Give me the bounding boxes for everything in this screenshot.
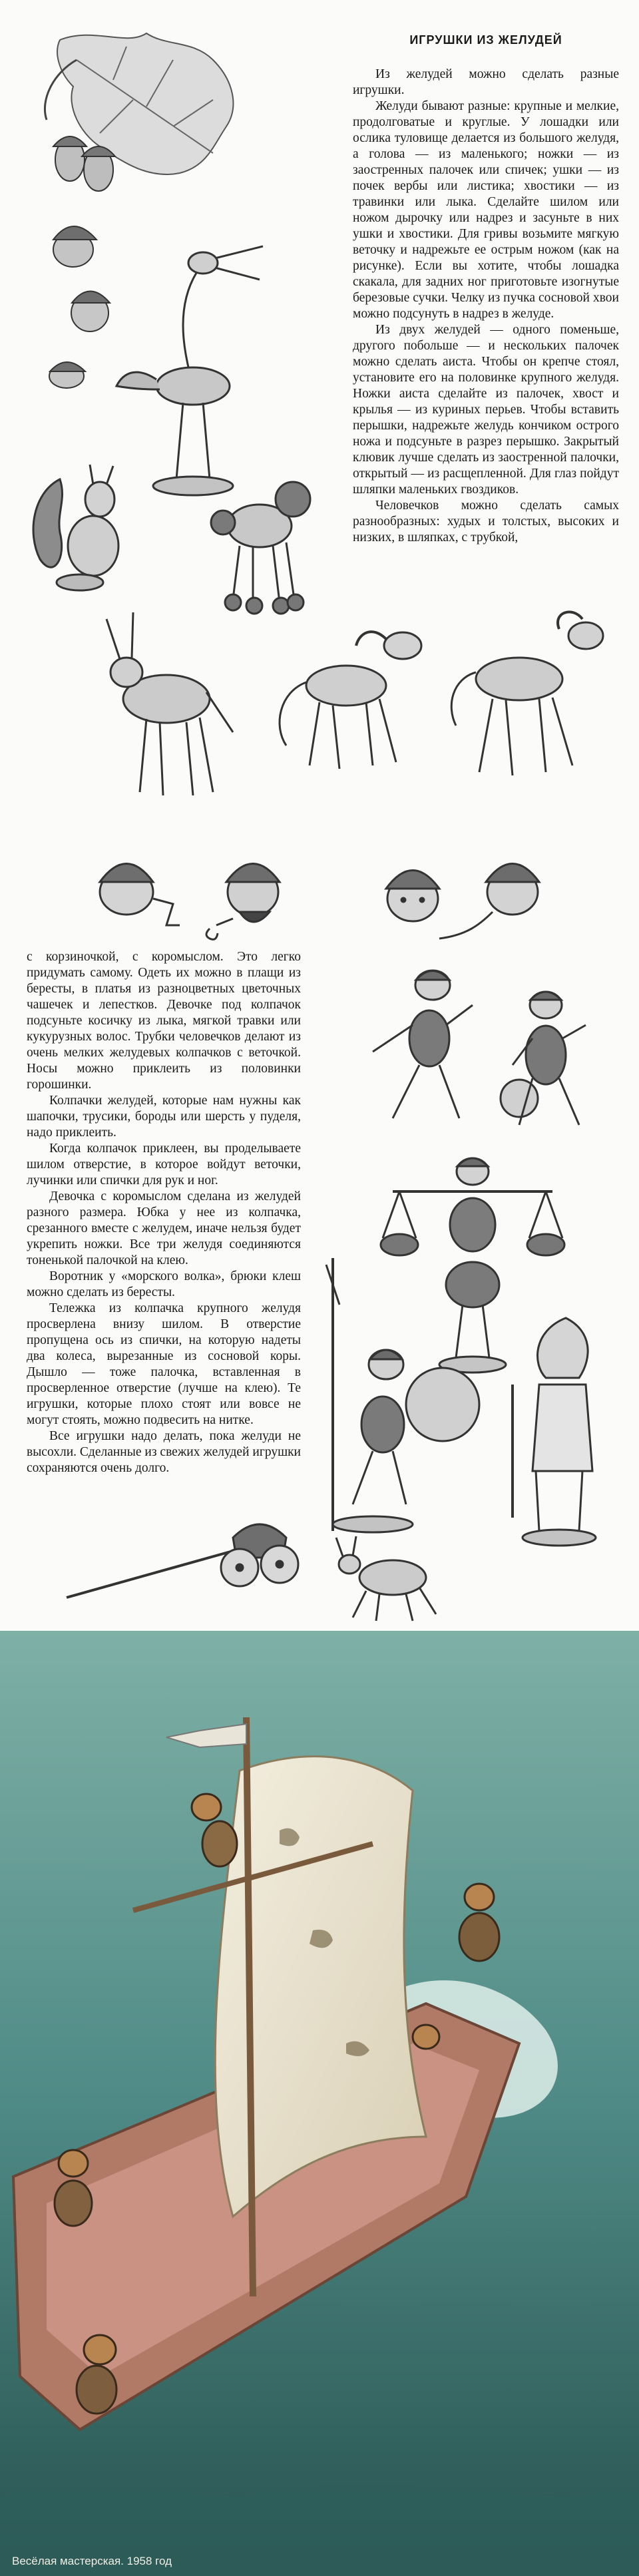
donkey-horses-illustration (93, 599, 626, 825)
paragraph: с корзиночкой, с коромыслом. Это легко придумать самому. Одеть их можно в плащи из бересты, в платья из разноцветных цветочных чашечек и лепестков. Девочке под колпачок подсуньте косичку из лыка, мягкой травки или кукурузных волос. Трубки человечков делают из очень мелких желудевых колпачков с веточкой. Носы можно приклеить из половинки горошинки. (27, 950, 301, 1092)
paragraph: Когда колпачок приклеен, вы проделываете шилом отверстие, в которое войдут веточки, лучинки или спички для рук и ног. (27, 1142, 301, 1187)
paragraph: Воротник у «морского волка», брюки клеш можно сделать из бересты. (27, 1269, 301, 1299)
paragraph: Желуди бывают разные: крупные и мелкие, продолговатые и круглые. У лошадки или ослика туловище делается из большого желудя, а голова — из маленького; ножки — из заостренных палочек или спичек; ушки — из почек вербы или листика; хвостики — из травинки или лыка. Сделайте шилом или ножом дырочку или надрез и засуньте в них ушки и хвостики. Для гривы возьмите мягкую веточку и надрежьте ее острым ножом (как на рисунке). Если вы хотите, чтобы лошадка скакала, для задних ног приготовьте изогнутые березовые сучки. Челку из пучка сосновой хвои можно подсунуть в надрез в желуде. (353, 99, 619, 321)
acorn-cart-illustration (60, 1511, 313, 1617)
paragraph: Колпачки желудей, которые нам нужны как шапочки, трусики, бороды или шерсть у пуделя, надо приклеить. (27, 1094, 301, 1140)
paragraph: Тележка из колпачка крупного желудя просверлена внизу шилом. В отверстие пропущена ось из спички, на которую надеты два колеса, вырезанные из сосновой коры. Дышло — тоже палочка, вставленная в просверленное отверстие (лучше на клею). Те игрушки, которые плохо стоят или вовсе не могут стоять, можно подвесить на нитке. (27, 1301, 301, 1427)
paragraph: Человечков можно сделать самых разнообразных: худых и толстых, высоких и низких, в шляпках, с трубкой, (353, 499, 619, 544)
acorn-heads-illustration (67, 825, 586, 952)
image-caption: Весёлая мастерская. 1958 год (12, 2555, 172, 2567)
paragraph: Все игрушки надо делать, пока желуди не высохли. Сделанные из свежих желудей игрушки сохраняются очень долго. (27, 1429, 301, 1475)
left-text-column (27, 949, 301, 1476)
paragraph: Из двух желудей — одного поменьше, другого побольше — и нескольких палочек можно сделать аиста. Чтобы он крепче стоял, установите его на половинке крупного желудя. Ножки аиста сделайте из палочек, хвост и крылья — из куриных перьев. Чтобы вставить перышки, надрежьте желудь кончиком острого ножа и подсуньте в разрез перышко. Закрытый клювик лучше сделать из заостренной палочки, открытый — из расщепленной. Для глаз пойдут шляпки маленьких гвоздиков. (353, 323, 619, 497)
paragraph: Из желудей можно сделать разные игрушки. (353, 67, 619, 97)
paragraph: Девочка с коромыслом сделана из желудей разного размера. Юбка у нее из колпачка, срезанного вместе с желудем, иначе нельзя будет укрепить ножки. Все три желудя соединяются тоненькой палочкой на клею. (27, 1189, 301, 1267)
article-title: ИГРУШКИ ИЗ ЖЕЛУДЕЙ (409, 33, 562, 47)
ship-painting (0, 1631, 639, 2576)
acorn-figures-illustration (313, 1251, 626, 1624)
right-text-column (353, 67, 619, 546)
